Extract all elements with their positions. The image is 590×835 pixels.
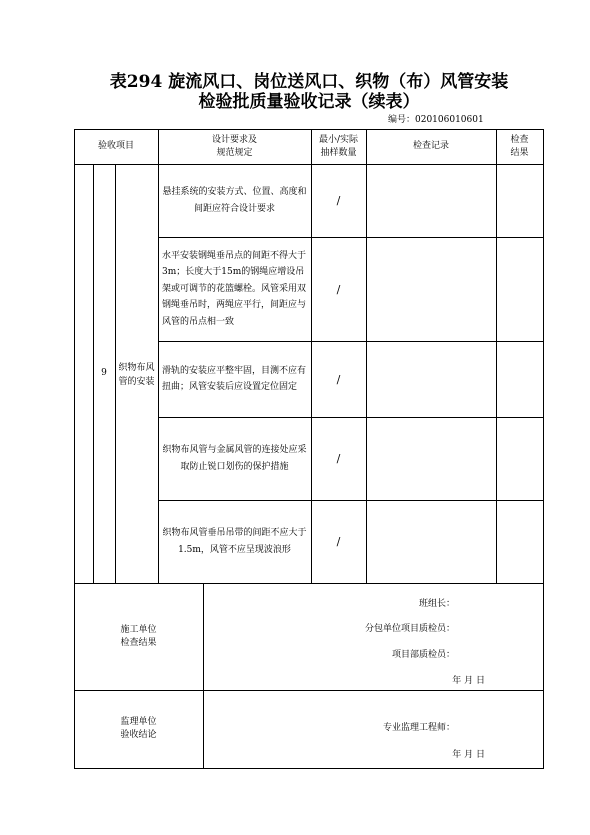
sample-5: / [336,535,341,548]
construction-label [74,583,203,690]
header-result [496,129,543,164]
supervision-label-line1: 监理单位 [120,717,157,727]
sample-1: / [336,194,341,207]
page-subtitle: 检验批质量验收记录（续表） [198,92,420,112]
construction-label-line1: 施工单位 [120,624,157,635]
header-design [158,129,311,164]
dept-inspector-signature: 项目部质检员： [391,650,455,660]
header-result-line1: 检查 [510,134,529,145]
header-item: 验收项目 [97,141,134,151]
requirement-4: 织物布风管与金属风管的连接处应采取防止锐口划伤的保护措施 [162,445,307,472]
sample-3: / [336,372,341,386]
construction-date: 年 月 日 [452,676,485,686]
item-number: 9 [101,368,107,378]
header-sample-line2: 抽样数量 [320,147,357,158]
header-record: 检查记录 [412,141,449,151]
header-design-line1: 设计要求及 [211,134,257,145]
requirement-3: 滑轨的安装应平整牢固，目测不应有扭曲；风管安装后应设置定位固定 [162,365,307,392]
sample-2: / [336,282,341,296]
sub-inspector-signature: 分包单位项目质检员： [364,624,455,634]
requirement-5: 织物布风管垂吊吊带的间距不应大于1.5m，风管不应呈现波浪形 [162,528,307,555]
supervision-label-line2: 验收结论 [120,730,157,740]
supervision-date: 年 月 日 [452,750,485,760]
team-leader-signature: 班组长： [418,599,455,609]
item-name: 织物布风管的安装 [118,363,155,387]
requirement-1: 悬挂系统的安装方式、位置、高度和间距应符合设计要求 [162,187,307,214]
requirement-2: 水平安装钢绳垂吊点的间距不得大于3m；长度大于15m的钢绳应增设吊架或可调节的花篮螺栓。风管采用双钢绳垂吊时，两绳应平行，间距应与风管的吊点相一致 [162,250,307,327]
header-sample-line1: 最小/实际 [318,134,359,145]
construction-label-line2: 检查结果 [120,637,157,648]
document-code: 编号：020106010601 [388,115,484,125]
header-design-line2: 规范规定 [216,147,253,158]
supervisor-signature: 专业监理工程师： [382,723,455,733]
page-title: 表294 旋流风口、岗位送风口、织物（布）风管安装 [109,72,509,92]
sample-4: / [336,452,341,465]
header-result-line2: 结果 [510,147,529,158]
header-sample [311,129,366,164]
supervision-label [74,690,203,768]
